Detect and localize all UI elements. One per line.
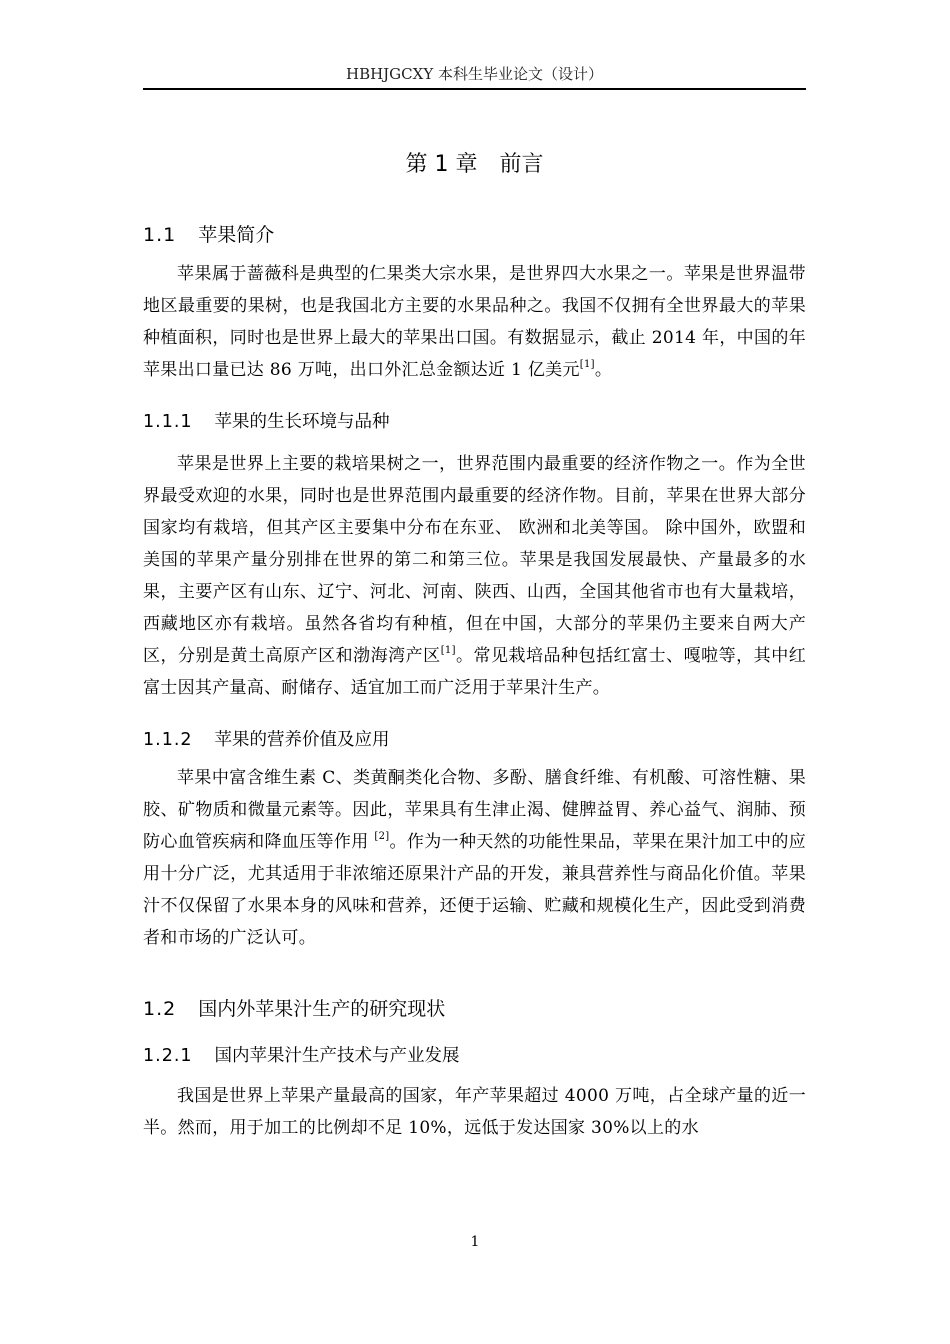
paragraph-nutrition xyxy=(143,762,806,954)
section-heading-1-2-1 xyxy=(143,1042,806,1070)
paragraph-text-end: 。 xyxy=(594,360,613,380)
section-title: 国内苹果汁生产技术与产业发展 xyxy=(214,1046,460,1066)
paragraph-text-end: 。作为一种天然的功能性果品，苹果在果汁加工中的应用十分广泛，尤其适用于非浓缩还原果汁产品的开发，兼具营养性与商品化价值。苹果汁不仅保留了水果本身的风味和营养，还便于运输、贮藏和规模化生产，因此受到消费者和市场的广泛认可。 xyxy=(143,832,806,948)
paragraph-text: 苹果中富含维生素 C、类黄酮类化合物、多酚、膳食纤维、有机酸、可溶性糖、果胶、矿物质和微量元素等。因此，苹果具有生津止渴、健脾益胃、养心益气、润肺、预防心血管疾病和降血压等作用 xyxy=(143,768,806,852)
paragraph-text: 苹果是世界上主要的栽培果树之一，世界范围内最重要的经济作物之一。作为全世界最受欢迎的水果，同时也是世界范围内最重要的经济作物。目前，苹果在世界大部分国家均有栽培，但其产区主要集中分布在东亚、 欧洲和北美等国。 除中国外，欧盟和美国的苹果产量分别排在世界的第二和第三位。苹果是我国发展最快、产量最多的水果，主要产区有山东、辽宁、河北、河南、陕西、山西，全国其他省市也有大量栽培，西藏地区亦有栽培。虽然各省均有种植，但在中国，大部分的苹果仍主要来自两大产区，分别是黄土高原产区和渤海湾产区 xyxy=(143,454,806,666)
section-number: 1.1 xyxy=(143,224,177,246)
paragraph-text: 我国是世界上苹果产量最高的国家，年产苹果超过 4000 万吨，占全球产量的近一半。然而，用于加工的比例却不足 10%，远低于发达国家 30%以上的水 xyxy=(143,1086,806,1138)
paragraph-growing-env xyxy=(143,448,806,704)
page-number: 1 xyxy=(470,1234,480,1250)
citation: [1] xyxy=(440,645,456,656)
chapter-title: 第 1 章 前言 xyxy=(405,152,544,177)
section-heading-1-1-1 xyxy=(143,408,806,436)
paragraph-text-end: 。常见栽培品种包括红富士、嘎啦等，其中红富士因其产量高、耐储存、适宜加工而广泛用于苹果汁生产。 xyxy=(143,646,807,698)
paragraph-domestic-industry xyxy=(143,1080,806,1144)
paragraph-text: 苹果属于蔷薇科是典型的仁果类大宗水果，是世界四大水果之一。苹果是世界温带地区最重要的果树，也是我国北方主要的水果品种之。我国不仅拥有全世界最大的苹果种植面积，同时也是世界上最大的苹果出口国。有数据显示，截止 2014 年，中国的年苹果出口量已达 86 万吨，出口外汇总金额达近 1 亿美元 xyxy=(143,264,806,380)
section-title: 苹果简介 xyxy=(198,224,275,246)
section-heading-1-1-2 xyxy=(143,726,806,754)
section-title: 苹果的生长环境与品种 xyxy=(214,412,390,432)
page-body xyxy=(143,130,806,1144)
section-title: 国内外苹果汁生产的研究现状 xyxy=(198,998,446,1020)
section-number: 1.1.2 xyxy=(143,730,193,750)
paragraph-apple-intro xyxy=(143,258,806,386)
citation: [1] xyxy=(579,359,595,370)
running-header: HBHJGCXY 本科生毕业论文（设计） xyxy=(345,65,603,83)
section-heading-1-1 xyxy=(143,220,806,250)
section-title: 苹果的营养价值及应用 xyxy=(214,730,390,750)
section-number: 1.2 xyxy=(143,998,177,1020)
citation: [2] xyxy=(374,831,390,842)
header-rule xyxy=(143,88,806,90)
section-heading-1-2 xyxy=(143,994,806,1024)
section-number: 1.1.1 xyxy=(143,412,193,432)
section-number: 1.2.1 xyxy=(143,1046,193,1066)
